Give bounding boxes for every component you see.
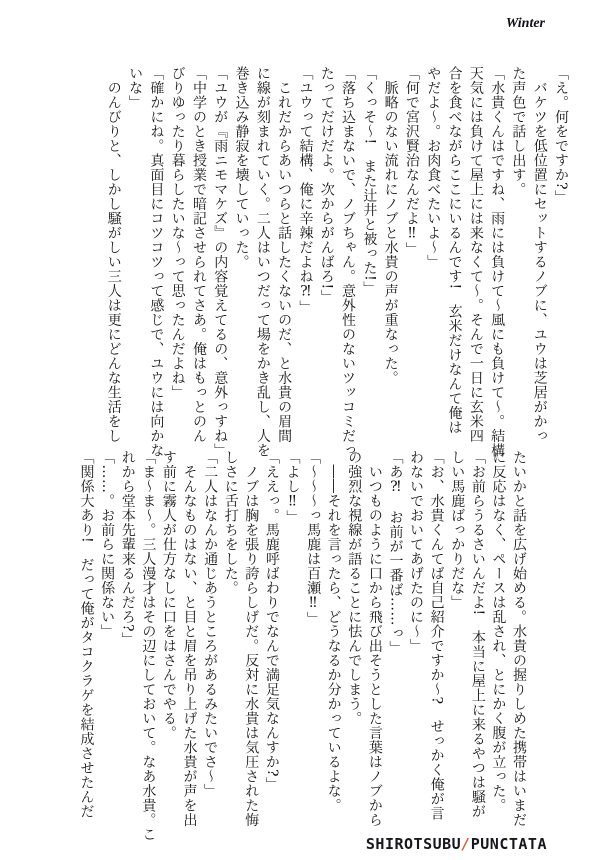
text-line: いつものように口から飛び出そうとした言葉はノブから [366,450,383,827]
text-line: 「あ⁈ お前が一番ば……っ」 [387,450,404,655]
text-line: 「え。何をですか?」 [553,66,569,205]
text-line: 「中学のとき授業で暗記させられてさあ。俺はもっとのん [190,66,207,443]
text-line: に線が刻まれていく。二人はいつだって場をかき乱し、人を [254,66,271,458]
text-line: たってだけだよ。次からがんばろ!」 [318,66,335,305]
text-line: 「何で宮沢賢治なんだよ‼」 [403,66,420,257]
text-line: これだからあいつらと話したくないのだ、と水貴の眉間 [276,66,293,443]
text-line: す前に霧人が仕方なしに口をはさんでやる。 [160,450,177,740]
text-line: ――それを言ったら、どうなるか分かっているよな。 [325,450,342,813]
credit-name-right: PUNCTATA [470,835,547,853]
text-line: ノブは胸を張り誇らしげだ。反対に水貴は気圧された悔 [243,450,260,827]
text-line: の強烈な視線が語ることに怯んでしまう。 [346,450,363,726]
upper-text-block [102,66,571,458]
text-line: そんなものはない、と目と眉を吊り上げた水貴が声を出 [181,450,198,827]
credit-slash: / [461,835,471,853]
text-line: 「ええっ。馬鹿呼ばわりでなんで満足気なんすか?」 [263,450,280,792]
text-line: れから堂本先輩来るんだろ?」 [119,450,136,647]
text-line: 「……。お前らに関係ない」 [99,450,116,639]
text-line: 「お、水貴くんてば自己紹介ですか〜? せっかく俺が言 [428,450,445,821]
text-line: 「くっそ〜! また辻井と被った!」 [361,66,378,296]
text-line: た声色で話し出す。 [510,66,527,197]
text-line: 「二人はなんか通じあうところがあるみたいでさ〜」 [202,450,219,798]
text-line: 「〜〜〜っ馬鹿は百瀬‼」 [305,450,322,626]
text-line: 脈略のない流れにノブと水貴の声が重なった。 [382,66,399,385]
text-line: 「確かにね。真面目にコツコツって感じで、ユウには向かな [148,66,165,458]
text-line: 巻き込み静寂を壊していった。 [233,66,250,269]
text-line: 「落ち込まないで、ノブちゃん。意外性のないツッコミだっ [340,66,357,458]
text-line: しい馬鹿ばっかりだな」 [449,450,466,610]
text-line: 「ユウって結構、俺に辛辣だよね⁈」 [297,66,314,315]
text-line: のんびりと、しかし騒がしい三人は更にどんな生活をし [105,66,122,443]
text-line: いな」 [127,66,144,110]
text-line: 天気には負けて屋上には来なくて〜。そんで一日に玄米四 [467,66,484,443]
text-line: 合を食べながらここにいるんです! 玄米だけなんて俺は [446,66,463,435]
text-line: びりゆったり暮らしたいな〜って思ったんだよね」 [169,66,186,400]
text-line: に反応はなく、ペースは乱され、とにかく腹が立った。 [490,450,507,813]
running-header: Winter [505,16,545,31]
text-line: 「水貴くんはですね、雨には負けて〜風にも負けて〜。結構 [489,66,506,458]
footer-credit [366,835,547,853]
text-line: わないでおいてあげたのに〜」 [408,450,425,653]
text-line: 「ユウが『雨ニモマケズ』の内容覚えてるの、意外っすね」 [212,66,229,458]
lower-text-block [76,450,529,842]
text-line: たいかと話を広げ始める。水貴の握りしめた携帯はいまだ [511,450,527,827]
text-line: 「ま〜ま〜。三人漫才はその辺にしておいて。なあ水貴。こ [140,450,157,842]
text-line: 「よし‼」 [284,450,301,525]
text-line: バケツを低位置にセットするノブに、ユウは芝居がかっ [531,66,548,443]
credit-name-left: SHIROTSUBU [365,835,462,853]
text-line: しさに舌打ちをした。 [222,450,239,595]
text-line: やだよ〜。お肉食べたいよ〜」 [425,66,442,269]
text-line: 「お前らうるさいんだよ! 本当に屋上に来るやつは騒が [469,450,486,819]
text-line: 「関係大あり! だって俺がタコクラゲを結成させたんだ [78,450,95,819]
